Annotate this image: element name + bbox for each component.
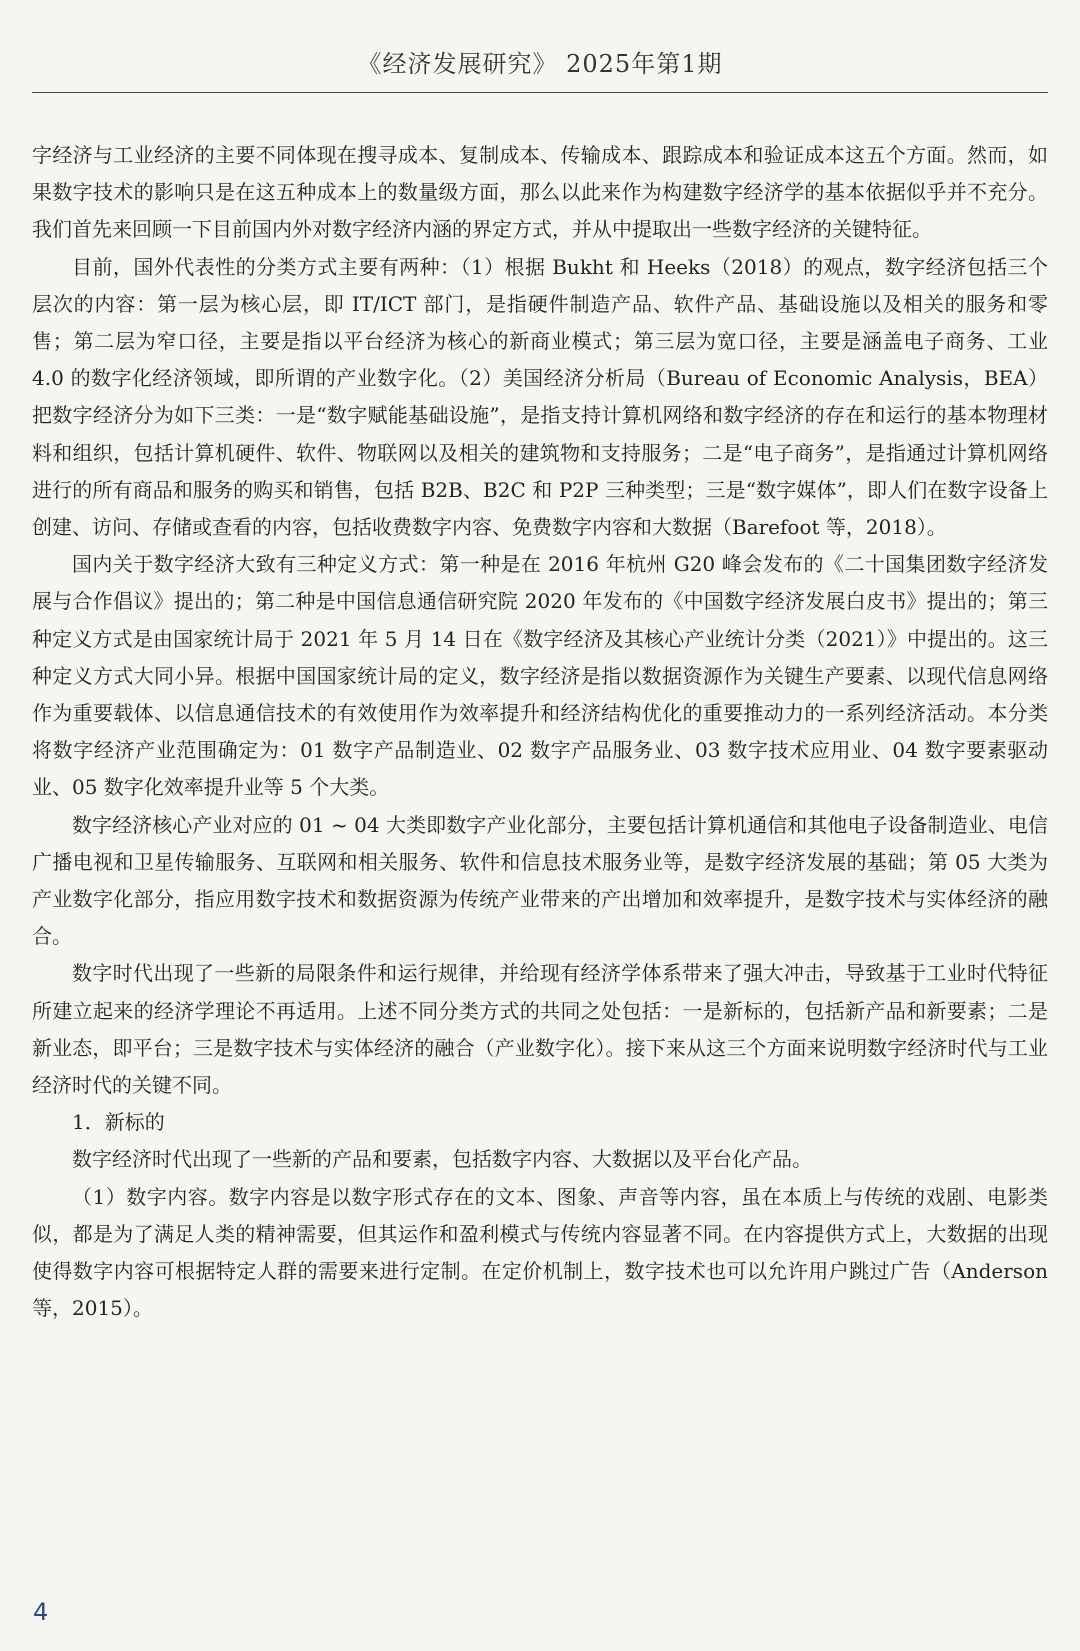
paragraph-core-industries: 数字经济核心产业对应的 01 ~ 04 大类即数字产业化部分，主要包括计算机通信和其他电子设备制造业、电信广播电视和卫星传输服务、互联网和相关服务、软件和信息技术服务业等，是数字经济发展的基础；第 05 大类为产业数字化部分，指应用数字技术和数据资源为传统产业带来的产出增加和效率提升，是数字技术与实体经济的融合。 [32,812,1048,949]
paragraph-new-products: 数字经济时代出现了一些新的产品和要素，包括数字内容、大数据以及平台化产品。 [72,1147,812,1172]
section-heading-new-targets: 1．新标的 [72,1110,165,1135]
paragraph-digital-content: （1）数字内容。数字内容是以数字形式存在的文本、图象、声音等内容，虽在本质上与传统的戏剧、电影类似，都是为了满足人类的精神需要，但其运作和盈利模式与传统内容显著不同。在内容提供方式上，大数据的出现使得数字内容可根据特定人群的需要来进行定制。在定价机制上，数字技术也可以允许用户跳过广告（Anderson 等，2015）。 [32,1184,1048,1321]
journal-title: 《经济发展研究》 2025年第1期 [357,50,723,78]
paragraph-foreign-classification: 目前，国外代表性的分类方式主要有两种：（1）根据 Bukht 和 Heeks（2018）的观点，数字经济包括三个层次的内容：第一层为核心层，即 IT/ICT 部门，是指硬件制造产品、软件产品、基础设施以及相关的服务和零售；第二层为窄口径，主要是指以平台经济为核心的新商业模式；第三层为宽口径，主要是涵盖电子商务、工业 4.0 的数字化经济领域，即所谓的产业数字化。（2）美国经济分析局（Bureau of Economic Analysis，BEA）把数字经济分为如下三类：一是“数字赋能基础设施”，是指支持计算机网络和数字经济的存在和运行的基本物理材料和组织，包括计算机硬件、软件、物联网以及相关的建筑物和支持服务；二是“电子商务”，是指通过计算机网络进行的所有商品和服务的购买和销售，包括 B2B、B2C 和 P2P 三种类型；三是“数字媒体”，即人们在数字设备上创建、访问、存储或查看的内容，包括收费数字内容、免费数字内容和大数据（Barefoot 等，2018）。 [32,254,1048,540]
article-body [32,137,1048,1328]
paragraph-domestic-definition: 国内关于数字经济大致有三种定义方式：第一种是在 2016 年杭州 G20 峰会发布的《二十国集团数字经济发展与合作倡议》提出的；第二种是中国信息通信研究院 2020 年发布的《中国数字经济发展白皮书》提出的；第三种定义方式是由国家统计局于 2021 年 5 月 14 日在《数字经济及其核心产业统计分类（2021）》中提出的。这三种定义方式大同小异。根据中国国家统计局的定义，数字经济是指以数据资源作为关键生产要素、以现代信息网络作为重要载体、以信息通信技术的有效使用作为效率提升和经济结构优化的重要推动力的一系列经济活动。本分类将数字经济产业范围确定为：01 数字产品制造业、02 数字产品服务业、03 数字技术应用业、04 数字要素驱动业、05 数字化效率提升业等 5 个大类。 [32,552,1048,800]
running-header [32,44,1048,93]
page-number: 4 [33,1598,49,1626]
paragraph-continued: 字经济与工业经济的主要不同体现在搜寻成本、复制成本、传输成本、跟踪成本和验证成本这五个方面。然而，如果数字技术的影响只是在这五种成本上的数量级方面，那么以此来作为构建数字经济学的基本依据似乎并不充分。我们首先来回顾一下目前国内外对数字经济内涵的界定方式，并从中提取出一些数字经济的关键特征。 [32,143,1048,242]
paragraph-new-conditions: 数字时代出现了一些新的局限条件和运行规律，并给现有经济学体系带来了强大冲击，导致基于工业时代特征所建立起来的经济学理论不再适用。上述不同分类方式的共同之处包括：一是新标的，包括新产品和新要素；二是新业态，即平台；三是数字技术与实体经济的融合（产业数字化）。接下来从这三个方面来说明数字经济时代与工业经济时代的关键不同。 [32,961,1048,1098]
